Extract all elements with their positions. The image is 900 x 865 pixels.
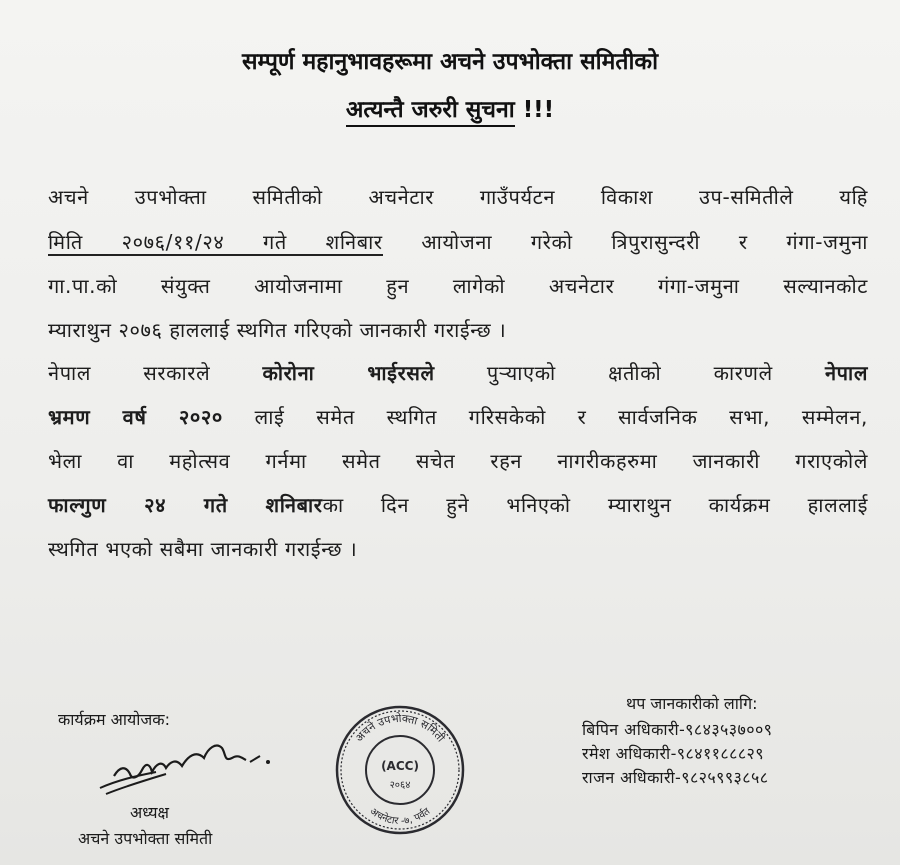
corona-virus-text: कोरोना भाईरसले bbox=[262, 361, 435, 385]
para2-line2 bbox=[48, 403, 868, 431]
contact-item: रमेश अधिकारी-९८४११८८८२९ bbox=[582, 744, 764, 763]
visit-nepal-year-text: भ्रमण वर्ष २०२० bbox=[48, 405, 223, 429]
nepal-text: नेपाल bbox=[824, 361, 868, 385]
para2-text: का दिन हुने भनिएको म्याराथुन कार्यक्रम हाललाई bbox=[322, 493, 868, 517]
seal-ring-text: अचने उपभोक्ता समिती bbox=[352, 711, 448, 745]
seal-bottom-text: अचनेटार -७, पर्वत bbox=[367, 806, 433, 828]
para2-text: पुऱ्याएको क्षतीको कारणले bbox=[434, 361, 825, 385]
para1-line1: अचने उपभोक्ता समितीको अचनेटार गाउँपर्यटन विकाश उप-समितीले यहि bbox=[48, 185, 868, 209]
notice-heading-line2 bbox=[0, 92, 900, 124]
para1-line4: म्याराथुन २०७६ हाललाई स्थगित गरिएको जानकारी गराईन्छ । bbox=[48, 318, 507, 342]
para2-line4 bbox=[48, 491, 868, 519]
para2-line1 bbox=[48, 359, 868, 387]
para2-line5: स्थगित भएको सबैमा जानकारी गराईन्छ । bbox=[48, 537, 358, 561]
seal-center-text: (ACC) bbox=[381, 759, 419, 773]
para2-line3: भेला वा महोत्सव गर्नमा समेत सचेत रहन नागरीकहरुमा जानकारी गराएकोले bbox=[48, 449, 868, 473]
falgun-date-text: फाल्गुण २४ गते शनिबार bbox=[48, 493, 323, 517]
contact-item: राजन अधिकारी-९८२५९९३८५८ bbox=[582, 768, 769, 787]
seal-number: २०६४ bbox=[389, 780, 411, 791]
signatory-org: अचने उपभोक्ता समिती bbox=[78, 829, 213, 848]
para2-text: लाई समेत स्थगित गरिसकेको र सार्वजनिक सभा, सम्मेलन, bbox=[222, 405, 868, 429]
signatory-title: अध्यक्ष bbox=[130, 803, 169, 822]
exclamation-marks: !!! bbox=[514, 97, 555, 123]
signature bbox=[96, 736, 296, 802]
contact-heading: थप जानकारीको लागि: bbox=[626, 694, 758, 713]
notice-heading-line1: सम्पूर्ण महानुभावहरूमा अचने उपभोक्ता समितीको bbox=[241, 49, 659, 75]
organizer-label: कार्यक्रम आयोजक: bbox=[58, 710, 170, 729]
para1-line3: गा.पा.को संयुक्त आयोजनामा हुन लागेको अचनेटार गंगा-जमुना सल्यानकोट bbox=[48, 274, 868, 298]
organization-seal bbox=[330, 700, 470, 840]
event-date: मिति २०७६/११/२४ गते शनिबार bbox=[48, 230, 383, 254]
para1-line2 bbox=[48, 228, 868, 256]
para2-text: नेपाल सरकारले bbox=[48, 361, 263, 385]
contact-item: बिपिन अधिकारी-९८४३५३७००९ bbox=[582, 720, 773, 739]
urgent-notice-title: अत्यन्तै जरुरी सुचना bbox=[346, 97, 515, 127]
para1-line2-rest: आयोजना गरेको त्रिपुरासुन्दरी र गंगा-जमुना bbox=[382, 230, 868, 254]
